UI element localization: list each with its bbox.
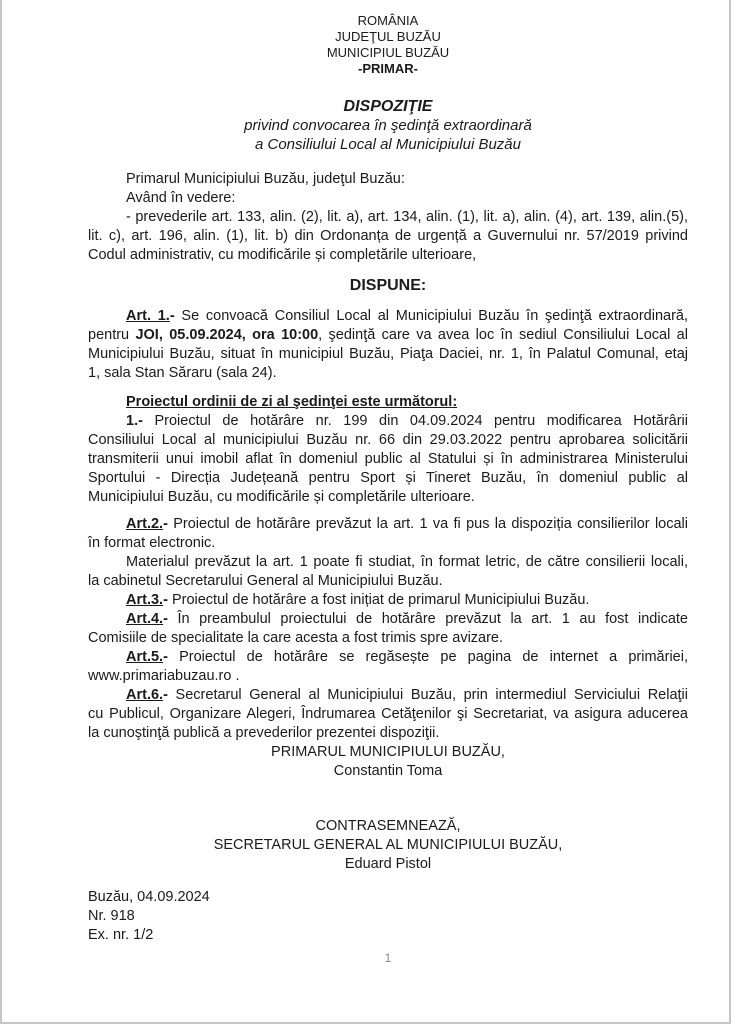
footer-copy: Ex. nr. 1/2 bbox=[88, 927, 154, 943]
agenda-item-1-line-1 bbox=[88, 412, 688, 431]
article-3-label: Art.3. bbox=[126, 592, 164, 608]
countersign-heading: CONTRASEMNEAZĂ, bbox=[315, 818, 461, 834]
website-url: www.primariabuzau.ro . bbox=[88, 668, 240, 684]
article-6-line-3: la cunoştinţă publică a prevederilor prezentei dispoziţii. bbox=[88, 725, 440, 741]
article-1-label: Art. 1. bbox=[126, 308, 170, 324]
article-3 bbox=[88, 591, 688, 610]
signature-secretary-title: SECRETARUL GENERAL AL MUNICIPIULUI BUZĂU, bbox=[213, 837, 563, 853]
signature-mayor bbox=[88, 743, 688, 781]
letterhead bbox=[88, 13, 688, 77]
doc-subtitle-2: a Consiliului Local al Municipiului Buzău bbox=[255, 136, 521, 153]
legal-basis-line-2: lit. c), art. 196, alin. (1), lit. b) din Ordonanța de urgență a Guvernului nr. 57/2019 privind bbox=[88, 228, 688, 244]
article-6-line-1 bbox=[88, 686, 688, 705]
article-1-dash: - bbox=[169, 308, 175, 324]
page-number: 1 bbox=[384, 951, 392, 965]
article-2 bbox=[88, 515, 688, 553]
article-6-label: Art.6. bbox=[126, 687, 164, 703]
article-2-paragraph-2 bbox=[88, 553, 688, 591]
article-6-dash: - bbox=[163, 687, 168, 703]
doc-title: DISPOZIŢIE bbox=[343, 98, 433, 115]
preamble-line-1: Primarul Municipiului Buzău, judeţul Buzău: bbox=[126, 171, 405, 187]
article-6-text-1: Secretarul General al Municipiului Buzău, prin intermediul Serviciului Relaţii bbox=[167, 687, 688, 703]
document-footer bbox=[88, 888, 688, 945]
letterhead-country: ROMÂNIA bbox=[357, 13, 419, 28]
agenda-item-1-line-5: Municipiului Buzău, cu modificările și completările ulterioare. bbox=[88, 489, 475, 505]
signature-secretary bbox=[88, 817, 688, 874]
article-1-line-3: Municipiului Buzău, situat în municipiul Buzău, Piaţa Daciei, nr. 1, în Palatul Comunal, etaj bbox=[88, 346, 688, 362]
material-line-1: Materialul prevăzut la art. 1 poate fi studiat, în format letric, de către consilierii locali, bbox=[126, 554, 688, 570]
agenda-item-1-label: 1.- bbox=[126, 413, 143, 429]
footer-number: Nr. 918 bbox=[88, 908, 135, 924]
signature-mayor-name: Constantin Toma bbox=[333, 763, 443, 779]
article-1-line-2 bbox=[88, 326, 688, 345]
article-3-text: Proiectul de hotărâre a fost inițiat de primarul Municipiului Buzău. bbox=[167, 592, 590, 608]
article-4-line-1 bbox=[88, 610, 688, 629]
article-1-line-4: 1, sala Stan Săraru (sala 24). bbox=[88, 365, 277, 381]
title-block bbox=[88, 97, 688, 154]
article-3-dash: - bbox=[163, 592, 168, 608]
article-4-text-1: În preambulul proiectului de hotărâre prevăzut la art. 1 au fost indicate bbox=[167, 611, 688, 627]
material-line-2: la cabinetul Secretarului General al Municipiului Buzău. bbox=[88, 573, 443, 589]
agenda-item-1-text-1: Proiectul de hotărâre nr. 199 din 04.09.2024 pentru modificarea Hotărârii bbox=[142, 413, 688, 429]
article-5-text-1: Proiectul de hotărâre se regăsește pe pagina de internet a primăriei, bbox=[167, 649, 688, 665]
article-2-text-1: Proiectul de hotărâre prevăzut la art. 1 va fi pus la dispoziția consilierilor locali bbox=[167, 516, 688, 532]
article-4-line-2: Comisiile de specialitate la care acesta a fost trimis spre avizare. bbox=[88, 630, 504, 646]
article-4-dash: - bbox=[163, 611, 168, 627]
article-1-line-1 bbox=[88, 307, 688, 326]
agenda-heading: Proiectul ordinii de zi al şedinţei este următorul: bbox=[126, 394, 458, 410]
agenda-item-1 bbox=[88, 412, 688, 507]
letterhead-office: -PRIMAR- bbox=[358, 61, 418, 76]
agenda-item-1-line-4: Sportului - Direcția Județeană pentru Sport și Tineret Buzău, în domeniul public al bbox=[88, 470, 688, 486]
preamble bbox=[88, 170, 688, 265]
article-1-text-2b: , şedinţă care va avea loc în sediul Consiliului Local al bbox=[318, 327, 688, 343]
agenda-item-1-line-2: Consiliului Local al municipiului Buzău nr. 66 din 29.03.2022 pentru aprobarea solicitării bbox=[88, 432, 688, 448]
article-2-line-2: în format electronic. bbox=[88, 535, 216, 551]
document-content bbox=[2, 0, 729, 968]
meeting-datetime: JOI, 05.09.2024, ora 10:00 bbox=[135, 327, 319, 343]
agenda-item-1-line-3: transmiterii unui imobil aflat în domeniul public al Statului și în administrarea Ministerului bbox=[88, 451, 688, 467]
article-4-label: Art.4. bbox=[126, 611, 164, 627]
article-2-label: Art.2. bbox=[126, 516, 164, 532]
article-1 bbox=[88, 307, 688, 383]
article-5-label: Art.5. bbox=[126, 649, 164, 665]
signature-mayor-title: PRIMARUL MUNICIPIULUI BUZĂU, bbox=[271, 744, 505, 760]
article-6-line-2: cu Publicul, Organizare Alegeri, Îndrumarea Cetăţenilor şi Secretariat, va asigura aducerea bbox=[88, 706, 688, 722]
footer-place-date: Buzău, 04.09.2024 bbox=[88, 889, 210, 905]
article-2-line-1 bbox=[88, 515, 688, 534]
letterhead-city: MUNICIPIUL BUZĂU bbox=[326, 45, 450, 60]
signature-secretary-name: Eduard Pistol bbox=[344, 856, 432, 872]
preamble-line-2: Având în vedere: bbox=[126, 190, 236, 206]
article-2-dash: - bbox=[163, 516, 168, 532]
article-1-text-1: Se convoacă Consiliul Local al Municipiului Buzău în şedinţă extraordinară, bbox=[174, 308, 688, 324]
agenda-heading-line bbox=[88, 393, 688, 412]
article-5-line-1 bbox=[88, 648, 688, 667]
letterhead-county: JUDEŢUL BUZĂU bbox=[335, 29, 441, 44]
article-4 bbox=[88, 610, 688, 648]
article-5 bbox=[88, 648, 688, 686]
doc-subtitle-1: privind convocarea în şedinţă extraordinară bbox=[244, 117, 532, 134]
article-1-text-2a: pentru bbox=[88, 327, 136, 343]
article-5-dash: - bbox=[163, 649, 168, 665]
legal-basis-line-1: - prevederile art. 133, alin. (2), lit. a), art. 134, alin. (1), lit. a), alin. (4), art. 139, alin.(5), bbox=[126, 209, 688, 225]
legal-basis-line-3: Codul administrativ, cu modificările și completările ulterioare, bbox=[88, 247, 477, 263]
dispune-heading: DISPUNE: bbox=[349, 277, 427, 294]
article-6 bbox=[88, 686, 688, 743]
